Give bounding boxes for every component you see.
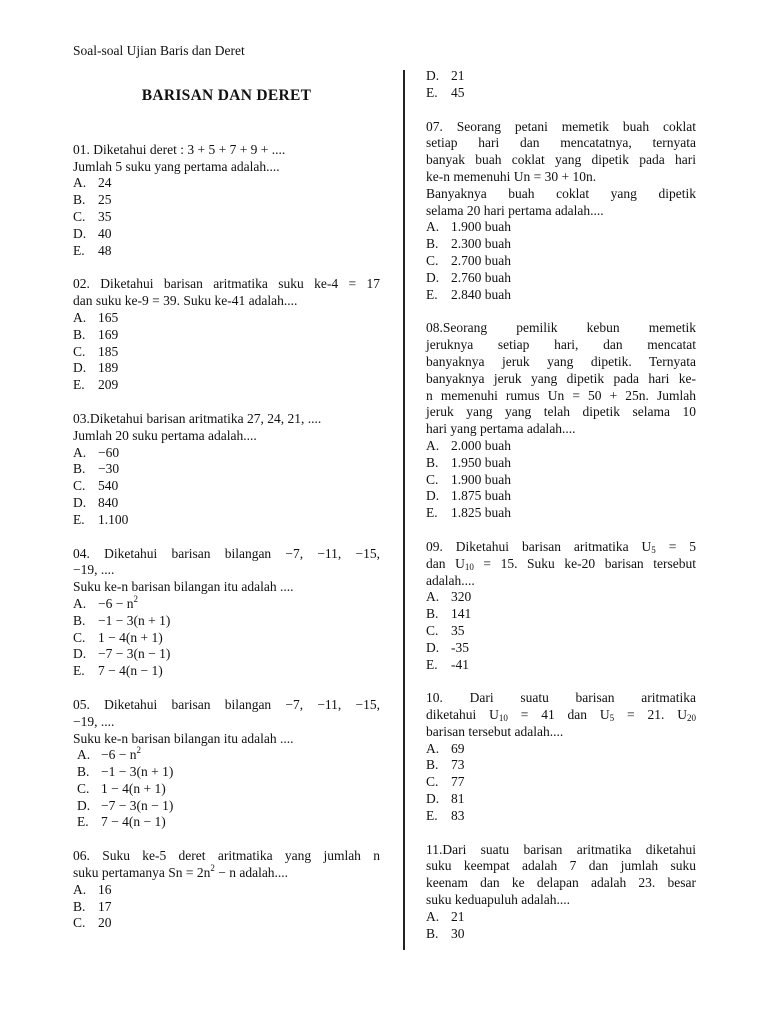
answer-option <box>73 209 380 226</box>
question-text: 01. Diketahui deret : 3 + 5 + 7 + 9 + .... <box>73 141 286 157</box>
question-text: keenam dan ke delapan adalah 23. besar <box>426 875 696 891</box>
option-letter: D. <box>426 639 440 655</box>
answer-option <box>426 287 696 304</box>
option-text: 21 <box>451 68 465 83</box>
answer-option <box>426 505 696 522</box>
option-letter: D. <box>73 646 87 662</box>
answer-option <box>73 747 380 764</box>
option-letter: B. <box>426 236 439 252</box>
option-letter: C. <box>426 471 439 487</box>
question-08 <box>426 320 696 522</box>
question-text: banyaknya jeruk yang dipetik. Ternyata <box>426 353 696 369</box>
answer-option <box>426 657 696 674</box>
option-text: 165 <box>98 309 119 325</box>
answer-option <box>426 85 696 102</box>
option-letter: E. <box>426 807 438 823</box>
document-title: BARISAN DAN DERET <box>141 87 312 104</box>
answer-option <box>73 781 380 798</box>
option-letter: E. <box>426 286 438 302</box>
question-05 <box>73 697 380 831</box>
option-letter: D. <box>426 269 440 285</box>
option-text: 1.825 buah <box>451 505 511 521</box>
option-letter: D. <box>73 225 87 241</box>
question-06-continued <box>426 68 696 102</box>
option-letter: C. <box>73 478 86 494</box>
answer-option <box>426 606 696 623</box>
question-11 <box>426 842 696 943</box>
answer-option <box>426 472 696 489</box>
question-text: suku keduapuluh adalah.... <box>426 892 570 908</box>
option-text: 2.300 buah <box>451 236 511 252</box>
question-text: 02. Diketahui barisan aritmatika suku ke-4 = 17 <box>73 276 380 292</box>
option-letter: C. <box>426 774 439 790</box>
option-letter: A. <box>73 881 87 897</box>
question-text: dan $U_{10} = 15$. Suku ke-20 barisan tersebut <box>426 555 696 572</box>
option-letter: B. <box>426 606 439 622</box>
option-text: 1.875 buah <box>451 488 511 504</box>
question-text: 11.Dari suatu barisan aritmatika diketahui <box>426 841 696 857</box>
option-text: 25 <box>98 192 112 208</box>
question-text: jeruknya setiap hari, dan mencatat <box>426 337 696 353</box>
question-text: 06. Suku ke-5 deret aritmatika yang jumlah n <box>73 848 380 864</box>
question-text: Suku ke-n barisan bilangan itu adalah .... <box>73 730 294 746</box>
question-text: diketahui $U_{10} = 41$ dan $U_5 = 21$. $U_{20}$ <box>426 707 696 724</box>
option-text: 2.760 buah <box>451 269 511 285</box>
option-letter: A. <box>426 437 440 453</box>
option-text: 35 <box>451 622 465 638</box>
question-text: dan suku ke-9 = 39. Suku ke-41 adalah.... <box>73 293 298 309</box>
question-text: 10. Dari suatu barisan aritmatika <box>426 690 696 706</box>
option-letter: B. <box>73 461 86 477</box>
option-text: 20 <box>98 915 112 931</box>
question-text: barisan tersebut adalah.... <box>426 723 564 739</box>
option-text: −7 − 3(n − 1) <box>101 797 174 813</box>
answer-option <box>73 798 380 815</box>
option-letter: D. <box>73 494 87 510</box>
option-letter: D. <box>73 360 87 376</box>
option-text: 17 <box>98 898 112 914</box>
option-text: 30 <box>451 925 465 941</box>
option-letter: C. <box>73 208 86 224</box>
option-letter: E. <box>426 656 438 672</box>
answer-option <box>426 741 696 758</box>
answer-option <box>426 488 696 505</box>
option-letter: E. <box>73 242 85 258</box>
answer-option <box>73 663 380 680</box>
answer-option <box>426 791 696 808</box>
option-letter: D. <box>426 68 440 83</box>
option-text: 69 <box>451 740 465 756</box>
answer-option <box>426 808 696 825</box>
question-text: setiap hari dan mencatatnya, ternyata <box>426 135 696 151</box>
option-text: 40 <box>98 225 112 241</box>
answer-option <box>73 495 380 512</box>
answer-option <box>73 327 380 344</box>
option-letter: C. <box>73 915 86 931</box>
option-text: 73 <box>451 757 465 773</box>
option-letter: E. <box>77 814 89 830</box>
option-text: 169 <box>98 326 119 342</box>
option-text: -35 <box>451 639 469 655</box>
answer-option <box>426 219 696 236</box>
question-text: jeruk yang yang telah dipetik selama 10 <box>426 404 696 420</box>
option-letter: C. <box>73 629 86 645</box>
answer-option <box>73 882 380 899</box>
answer-option <box>73 360 380 377</box>
option-text: 2.000 buah <box>451 437 511 453</box>
option-text: 1.900 buah <box>451 219 511 235</box>
question-text: 05. Diketahui barisan bilangan −7, −11, −15, <box>73 696 380 712</box>
answer-option <box>73 512 380 529</box>
answer-option <box>73 344 380 361</box>
option-text: −30 <box>98 461 120 477</box>
option-text: −7 − 3(n − 1) <box>98 646 171 662</box>
answer-option <box>426 236 696 253</box>
answer-option <box>73 461 380 478</box>
option-letter: E. <box>426 84 438 100</box>
option-text: 81 <box>451 791 465 807</box>
question-text: adalah.... <box>426 572 475 588</box>
question-text: Jumlah 20 suku pertama adalah.... <box>73 427 257 443</box>
question-text: 07. Seorang petani memetik buah coklat <box>426 118 696 134</box>
option-letter: E. <box>73 377 85 393</box>
answer-option <box>73 915 380 932</box>
option-letter: A. <box>426 589 440 605</box>
question-07 <box>426 119 696 304</box>
option-letter: B. <box>73 898 86 914</box>
answer-option <box>73 243 380 260</box>
question-text: n memenuhi rumus Un = 50 + 25n. Jumlah <box>426 387 696 403</box>
answer-option <box>426 589 696 606</box>
option-letter: A. <box>73 309 87 325</box>
option-letter: C. <box>426 622 439 638</box>
option-letter: D. <box>77 797 91 813</box>
option-text: 840 <box>98 494 119 510</box>
page-header: Soal-soal Ujian Baris dan Deret <box>73 43 245 58</box>
question-01 <box>73 142 380 260</box>
question-06 <box>73 848 380 932</box>
option-letter: B. <box>77 764 90 780</box>
question-text: banyak buah coklat yang dipetik pada hari <box>426 152 696 168</box>
answer-option <box>73 630 380 647</box>
question-02 <box>73 276 380 394</box>
option-text: −60 <box>98 444 120 460</box>
option-text: 141 <box>451 606 472 622</box>
option-letter: B. <box>426 454 439 470</box>
column-divider <box>403 70 405 950</box>
option-letter: B. <box>73 612 86 628</box>
option-text: −1 − 3(n + 1) <box>98 612 171 628</box>
option-letter: E. <box>426 505 438 521</box>
option-text: 7 − 4(n − 1) <box>101 814 166 830</box>
answer-option <box>73 310 380 327</box>
right-column <box>426 68 696 959</box>
option-letter: B. <box>73 326 86 342</box>
answer-option <box>73 814 380 831</box>
option-letter: A. <box>73 595 87 611</box>
answer-option <box>73 192 380 209</box>
answer-option <box>426 757 696 774</box>
option-text: 16 <box>98 881 112 897</box>
option-text: 1.100 <box>98 511 129 527</box>
answer-option <box>426 623 696 640</box>
option-text: 7 − 4(n − 1) <box>98 663 163 679</box>
option-text: 77 <box>451 774 465 790</box>
option-letter: B. <box>426 757 439 773</box>
question-text: −19, .... <box>73 713 115 729</box>
answer-option <box>73 764 380 781</box>
option-letter: C. <box>426 252 439 268</box>
option-letter: D. <box>426 791 440 807</box>
answer-option <box>426 926 696 943</box>
option-letter: B. <box>73 192 86 208</box>
answer-option <box>426 270 696 287</box>
option-text: $-6 - n^2$ <box>98 593 138 611</box>
question-text: ke-n memenuhi Un = 30 + 10n. <box>426 168 597 184</box>
question-10 <box>426 690 696 824</box>
answer-option <box>73 478 380 495</box>
option-text: −1 − 3(n + 1) <box>101 764 174 780</box>
option-text: 189 <box>98 360 119 376</box>
option-text: 209 <box>98 377 119 393</box>
option-text: 1 − 4(n + 1) <box>101 780 166 796</box>
question-text: 03.Diketahui barisan aritmatika 27, 24, 21, .... <box>73 410 322 426</box>
option-letter: E. <box>73 511 85 527</box>
answer-option <box>73 593 380 613</box>
question-text: suku pertamanya $Sn = 2n^2 - n$ adalah.... <box>73 863 289 881</box>
answer-option <box>73 613 380 630</box>
answer-option <box>426 438 696 455</box>
question-text: 08.Seorang pemilik kebun memetik <box>426 320 696 336</box>
option-text: 540 <box>98 478 119 494</box>
option-text: 2.840 buah <box>451 286 511 302</box>
left-column <box>73 88 380 949</box>
question-text: Banyaknya buah coklat yang dipetik <box>426 185 696 201</box>
option-letter: A. <box>426 219 440 235</box>
question-text: −19, .... <box>73 562 115 578</box>
option-text: 21 <box>451 908 465 924</box>
question-text: selama 20 hari pertama adalah.... <box>426 202 604 218</box>
option-letter: A. <box>73 444 87 460</box>
option-text: 48 <box>98 242 112 258</box>
answer-option <box>73 226 380 243</box>
option-text: 35 <box>98 208 112 224</box>
option-letter: C. <box>77 780 90 796</box>
question-text: banyaknya jeruk yang dipetik pada hari ke- <box>426 370 696 386</box>
answer-option <box>73 175 380 192</box>
option-text: 45 <box>451 84 465 100</box>
option-text: 2.700 buah <box>451 252 511 268</box>
option-letter: A. <box>426 740 440 756</box>
option-text: $-6 - n^2$ <box>101 745 141 763</box>
question-text: Jumlah 5 suku yang pertama adalah.... <box>73 158 280 174</box>
answer-option <box>426 455 696 472</box>
option-text: 83 <box>451 807 465 823</box>
option-text: 320 <box>451 589 472 605</box>
option-letter: E. <box>73 663 85 679</box>
question-text: suku keempat adalah 7 dan jumlah suku <box>426 858 696 874</box>
option-letter: A. <box>77 747 91 763</box>
option-letter: A. <box>73 175 87 191</box>
option-text: -41 <box>451 656 469 672</box>
answer-option <box>73 899 380 916</box>
question-04 <box>73 546 380 680</box>
option-letter: B. <box>426 925 439 941</box>
option-text: 1 − 4(n + 1) <box>98 629 163 645</box>
question-text: 04. Diketahui barisan bilangan −7, −11, −15, <box>73 545 380 561</box>
answer-option <box>426 774 696 791</box>
question-text: Suku ke-n barisan bilangan itu adalah .... <box>73 579 294 595</box>
answer-option <box>426 640 696 657</box>
answer-option <box>73 377 380 394</box>
option-text: 24 <box>98 175 112 191</box>
option-letter: C. <box>73 343 86 359</box>
answer-option <box>426 909 696 926</box>
option-letter: A. <box>426 908 440 924</box>
answer-option <box>426 253 696 270</box>
answer-option <box>73 646 380 663</box>
answer-option <box>426 68 696 85</box>
option-text: 185 <box>98 343 119 359</box>
answer-option <box>73 445 380 462</box>
question-03 <box>73 411 380 529</box>
question-09 <box>426 539 696 673</box>
option-text: 1.950 buah <box>451 454 511 470</box>
option-letter: D. <box>426 488 440 504</box>
question-text: 09. Diketahui barisan aritmatika $U_5 = 5$ <box>426 538 696 555</box>
question-text: hari yang pertama adalah.... <box>426 421 576 437</box>
option-text: 1.900 buah <box>451 471 511 487</box>
